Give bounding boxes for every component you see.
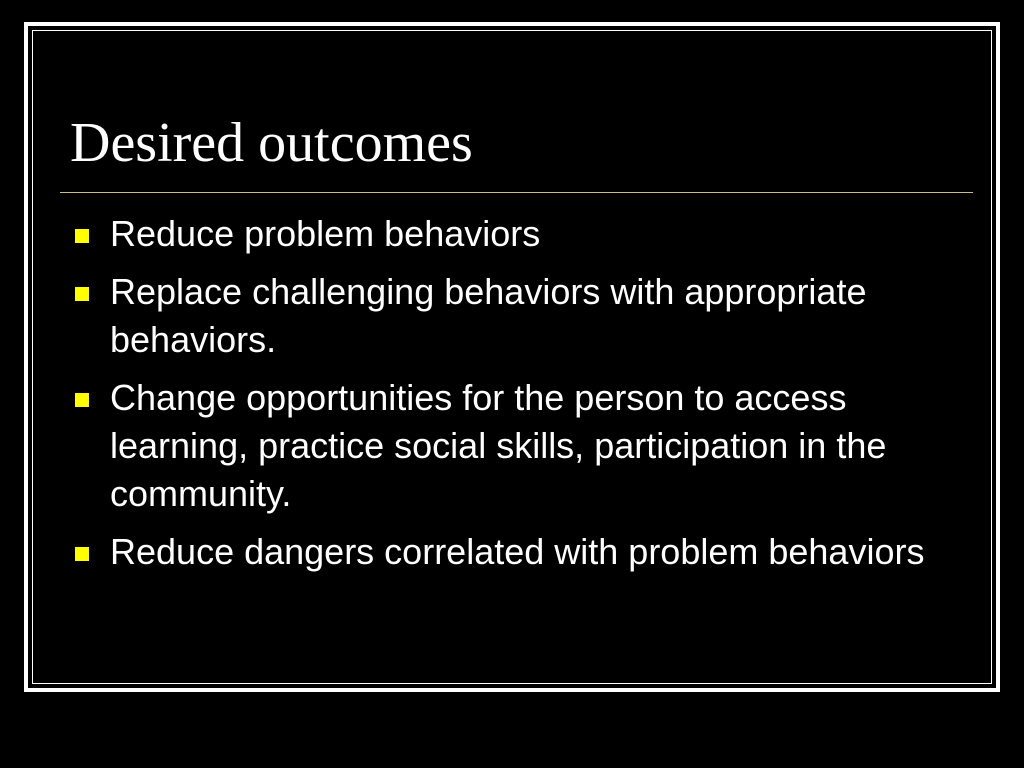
bullet-item	[72, 528, 952, 576]
slide-title: Desired outcomes	[70, 112, 473, 174]
square-bullet-icon	[75, 229, 89, 243]
square-bullet-icon	[75, 393, 89, 407]
bullet-text: Reduce problem behaviors	[110, 213, 541, 254]
bullet-item	[72, 210, 952, 258]
square-bullet-icon	[75, 287, 89, 301]
title-divider	[60, 192, 973, 193]
bullet-text: Change opportunities for the person to access learning, practice social skills, participation in the community.	[110, 377, 887, 514]
bullet-list	[72, 210, 952, 586]
square-bullet-icon	[75, 547, 89, 561]
bullet-item	[72, 268, 952, 364]
bullet-item	[72, 374, 952, 518]
bullet-text: Replace challenging behaviors with appropriate behaviors.	[110, 271, 867, 360]
bullet-text: Reduce dangers correlated with problem behaviors	[110, 531, 925, 572]
